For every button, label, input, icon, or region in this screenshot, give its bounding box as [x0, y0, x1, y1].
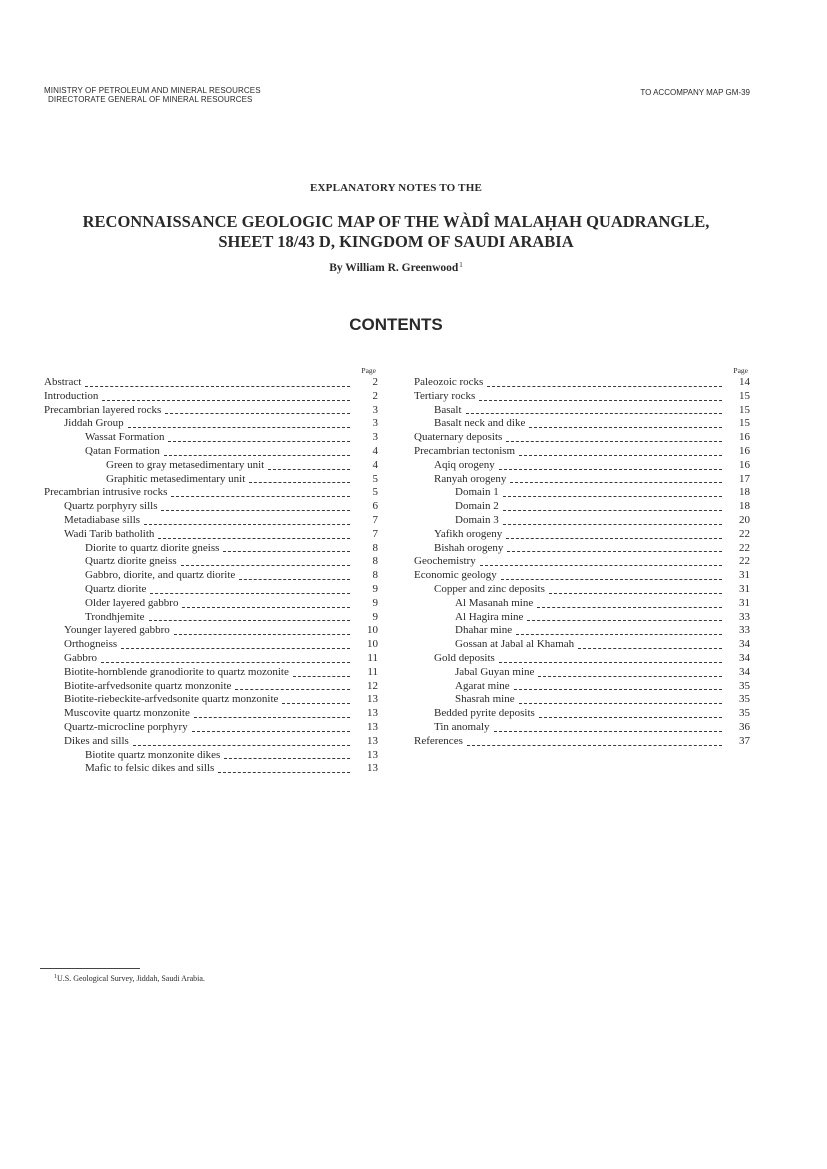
toc-leader-dashes — [249, 482, 350, 483]
toc-entry-page: 31 — [739, 596, 750, 609]
toc-entry — [44, 542, 378, 556]
byline-footnote-marker: 1 — [459, 261, 463, 269]
toc-entry-page: 8 — [372, 541, 378, 554]
toc-entry-page: 15 — [739, 417, 750, 430]
toc-entry-label: Domain 1 — [455, 486, 499, 499]
toc-entry — [414, 735, 750, 749]
toc-entry — [44, 597, 378, 611]
toc-entry-page: 20 — [739, 513, 750, 526]
toc-entry-page: 6 — [372, 500, 378, 513]
toc-leader-dashes — [503, 524, 722, 525]
toc-leader-dashes — [466, 413, 723, 414]
toc-leader-dashes — [235, 689, 350, 690]
toc-entry-page: 37 — [739, 734, 750, 747]
toc-entry-page: 2 — [372, 389, 378, 402]
toc-entry-page: 5 — [372, 472, 378, 485]
toc-entry-page: 14 — [739, 376, 750, 388]
toc-entry-page: 13 — [367, 762, 378, 775]
toc-entry-label: Quaternary deposits — [414, 431, 503, 444]
toc-entry-page: 7 — [372, 527, 378, 540]
explanatory-heading: EXPLANATORY NOTES TO THE — [309, 182, 482, 194]
toc-leader-dashes — [480, 565, 722, 566]
toc-entry — [414, 528, 750, 542]
toc-entry-label: Wadi Tarib batholith — [64, 527, 155, 540]
toc-entry-label: Mafic to felsic dikes and sills — [85, 762, 215, 775]
toc-entry — [414, 638, 750, 652]
toc-entry-label: Basalt neck and dike — [434, 417, 526, 430]
toc-entry — [44, 390, 378, 404]
toc-leader-dashes — [494, 731, 722, 732]
toc-entry-label: Quartz diorite gneiss — [85, 555, 177, 568]
toc-entry — [44, 652, 378, 666]
toc-leader-dashes — [165, 413, 350, 414]
toc-entry — [414, 721, 750, 735]
toc-leader-dashes — [164, 455, 350, 456]
toc-entry-label: Yafikh orogeny — [434, 527, 503, 540]
toc-entry-label: Shasrah mine — [455, 693, 515, 706]
toc-entry-label: Tertiary rocks — [414, 389, 476, 402]
toc-leader-dashes — [168, 441, 350, 442]
footnote-marker: 1 — [54, 974, 57, 980]
toc-leader-dashes — [510, 482, 722, 483]
toc-leader-dashes — [121, 648, 350, 649]
toc-leader-dashes — [516, 634, 722, 635]
title-line-2: SHEET 18/43 D, KINGDOM OF SAUDI ARABIA — [218, 232, 574, 251]
toc-leader-dashes — [85, 386, 350, 387]
toc-entry-page: 10 — [367, 638, 378, 651]
toc-leader-dashes — [487, 386, 722, 387]
toc-entry-label: Al Hagira mine — [455, 610, 524, 623]
toc-entry-page: 13 — [367, 707, 378, 720]
toc-entry-page: 5 — [372, 486, 378, 499]
toc-leader-dashes — [224, 758, 350, 759]
toc-leader-dashes — [506, 441, 722, 442]
toc-entry — [414, 514, 750, 528]
author-name: By William R. Greenwood — [329, 262, 459, 274]
toc-entry-page: 18 — [739, 486, 750, 499]
toc-column-left — [44, 366, 378, 776]
toc-entry — [414, 624, 750, 638]
toc-entry — [44, 569, 378, 583]
toc-entry-label: Muscovite quartz monzonite — [64, 707, 190, 720]
toc-entry-page: 31 — [739, 582, 750, 595]
toc-entry-label: Diorite to quartz diorite gneiss — [85, 541, 220, 554]
toc-entry-page: 3 — [372, 403, 378, 416]
toc-entry — [414, 680, 750, 694]
toc-entry-label: Abstract — [44, 376, 82, 388]
toc-entry-page: 31 — [739, 569, 750, 582]
toc-entry-label: Trondhjemite — [85, 610, 145, 623]
toc-leader-dashes — [150, 593, 350, 594]
toc-entry-page: 15 — [739, 403, 750, 416]
toc-entry — [414, 431, 750, 445]
toc-leader-dashes — [128, 427, 350, 428]
toc-entry — [414, 597, 750, 611]
toc-entry-page: 11 — [367, 651, 378, 664]
toc-entry-label: Geochemistry — [414, 555, 476, 568]
toc-entry — [44, 486, 378, 500]
toc-entry-page: 18 — [739, 500, 750, 513]
toc-entry-page: 13 — [367, 720, 378, 733]
toc-entry — [414, 459, 750, 473]
toc-entry-label: Tin anomaly — [434, 720, 490, 733]
toc-list-left — [44, 376, 378, 776]
toc-leader-dashes — [506, 538, 722, 539]
toc-entry-page: 33 — [739, 624, 750, 637]
footnote-text: U.S. Geological Survey, Jiddah, Saudi Arabia. — [57, 974, 205, 983]
toc-leader-dashes — [499, 469, 722, 470]
toc-leader-dashes — [537, 607, 722, 608]
toc-entry — [414, 666, 750, 680]
toc-leader-dashes — [174, 634, 350, 635]
toc-entry — [44, 445, 378, 459]
toc-entry-page: 35 — [739, 707, 750, 720]
toc-leader-dashes — [192, 731, 350, 732]
toc-entry — [414, 473, 750, 487]
toc-entry-page: 3 — [372, 431, 378, 444]
toc-entry-label: Quartz porphyry sills — [64, 500, 158, 513]
toc-entry-label: Biotite quartz monzonite dikes — [85, 748, 221, 761]
toc-entry-page: 17 — [739, 472, 750, 485]
toc-leader-dashes — [514, 689, 722, 690]
toc-entry — [44, 721, 378, 735]
ministry-line: MINISTRY OF PETROLEUM AND MINERAL RESOURCES — [44, 86, 261, 95]
toc-leader-dashes — [507, 551, 722, 552]
toc-entry — [414, 693, 750, 707]
toc-leader-dashes — [549, 593, 722, 594]
toc-entry — [44, 749, 378, 763]
toc-entry-label: Bishah orogeny — [434, 541, 504, 554]
title-line-1: RECONNAISSANCE GEOLOGIC MAP OF THE WÀDÎ MALAḤAH QUADRANGLE, — [82, 212, 710, 231]
toc-entry — [44, 514, 378, 528]
report-title — [0, 212, 792, 252]
toc-entry-page: 4 — [372, 458, 378, 471]
toc-entry-page: 34 — [739, 651, 750, 664]
toc-leader-dashes — [578, 648, 722, 649]
toc-entry-label: Green to gray metasedimentary unit — [106, 458, 265, 471]
toc-entry-page: 11 — [367, 665, 378, 678]
contents-heading: CONTENTS — [349, 315, 443, 334]
toc-entry-label: Dikes and sills — [64, 734, 129, 747]
toc-entry-page: 35 — [739, 679, 750, 692]
toc-entry — [44, 528, 378, 542]
toc-entry — [44, 638, 378, 652]
toc-leader-dashes — [539, 717, 722, 718]
toc-entry-label: Introduction — [44, 389, 99, 402]
toc-leader-dashes — [102, 400, 350, 401]
toc-entry — [44, 459, 378, 473]
toc-entry-label: Gold deposits — [434, 651, 495, 664]
toc-entry-page: 4 — [372, 444, 378, 457]
toc-leader-dashes — [479, 400, 722, 401]
toc-leader-dashes — [503, 496, 722, 497]
toc-entry-page: 3 — [372, 417, 378, 430]
toc-entry-label: Dhahar mine — [455, 624, 513, 637]
toc-entry-label: Basalt — [434, 403, 462, 416]
toc-entry-page: 35 — [739, 693, 750, 706]
toc-entry-page: 13 — [367, 734, 378, 747]
toc-entry — [414, 376, 750, 390]
toc-leader-dashes — [181, 565, 350, 566]
toc-entry — [414, 445, 750, 459]
toc-leader-dashes — [171, 496, 350, 497]
toc-entry-label: Quartz-microcline porphyry — [64, 720, 188, 733]
toc-entry — [414, 611, 750, 625]
toc-leader-dashes — [133, 745, 350, 746]
toc-entry — [44, 693, 378, 707]
toc-entry — [44, 666, 378, 680]
toc-leader-dashes — [158, 538, 350, 539]
toc-leader-dashes — [144, 524, 350, 525]
toc-column-right — [414, 366, 750, 749]
toc-entry — [44, 735, 378, 749]
directorate-line: DIRECTORATE GENERAL OF MINERAL RESOURCES — [48, 95, 253, 104]
toc-entry — [44, 417, 378, 431]
toc-entry-label: Jabal Guyan mine — [455, 665, 535, 678]
toc-entry-label: Gossan at Jabal al Khamah — [455, 638, 575, 651]
toc-list-right — [414, 376, 750, 749]
toc-leader-dashes — [194, 717, 350, 718]
toc-entry-page: 33 — [739, 610, 750, 623]
toc-entry-label: Economic geology — [414, 569, 497, 582]
toc-entry — [414, 555, 750, 569]
toc-leader-dashes — [182, 607, 350, 608]
toc-entry-label: References — [414, 734, 463, 747]
toc-entry-label: Younger layered gabbro — [64, 624, 170, 637]
toc-entry-label: Paleozoic rocks — [414, 376, 484, 388]
footnote-rule — [40, 968, 140, 969]
toc-entry-page: 34 — [739, 665, 750, 678]
toc-entry-label: Domain 2 — [455, 500, 499, 513]
toc-entry-label: Agarat mine — [455, 679, 510, 692]
toc-entry-label: Bedded pyrite deposits — [434, 707, 535, 720]
toc-entry-label: Precambrian tectonism — [414, 444, 516, 457]
toc-entry-label: Orthogneiss — [64, 638, 118, 651]
toc-entry-page: 13 — [367, 748, 378, 761]
toc-leader-dashes — [519, 703, 722, 704]
header-agency — [44, 86, 261, 104]
toc-leader-dashes — [101, 662, 350, 663]
page-column-label: Page — [733, 366, 748, 375]
toc-leader-dashes — [527, 620, 722, 621]
toc-leader-dashes — [282, 703, 350, 704]
toc-entry — [44, 611, 378, 625]
toc-entry-page: 16 — [739, 431, 750, 444]
toc-entry — [44, 431, 378, 445]
toc-leader-dashes — [149, 620, 351, 621]
toc-entry-page: 16 — [739, 444, 750, 457]
toc-entry-label: Metadiabase sills — [64, 513, 141, 526]
toc-entry — [44, 500, 378, 514]
toc-entry-page: 7 — [372, 513, 378, 526]
toc-entry-label: Ranyah orogeny — [434, 472, 507, 485]
toc-entry-page: 2 — [372, 376, 378, 388]
toc-entry — [414, 500, 750, 514]
toc-leader-dashes — [161, 510, 350, 511]
toc-entry-label: Graphitic metasedimentary unit — [106, 472, 246, 485]
toc-entry-label: Biotite-arfvedsonite quartz monzonite — [64, 679, 232, 692]
toc-leader-dashes — [499, 662, 722, 663]
toc-entry — [44, 707, 378, 721]
toc-entry — [44, 762, 378, 776]
toc-entry-page: 13 — [367, 693, 378, 706]
toc-leader-dashes — [239, 579, 350, 580]
toc-entry — [414, 542, 750, 556]
toc-entry-page: 9 — [372, 582, 378, 595]
toc-entry-label: Precambrian layered rocks — [44, 403, 162, 416]
toc-entry-label: Gabbro, diorite, and quartz diorite — [85, 569, 236, 582]
toc-entry — [44, 473, 378, 487]
author-byline — [0, 262, 792, 274]
toc-entry-page: 16 — [739, 458, 750, 471]
toc-leader-dashes — [218, 772, 350, 773]
toc-entry-label: Biotite-riebeckite-arfvedsonite quartz monzonite — [64, 693, 279, 706]
toc-entry-page: 22 — [739, 541, 750, 554]
toc-entry — [414, 652, 750, 666]
toc-entry-page: 10 — [367, 624, 378, 637]
toc-entry — [414, 707, 750, 721]
toc-entry-label: Biotite-hornblende granodiorite to quartz mozonite — [64, 665, 289, 678]
toc-entry-label: Al Masanah mine — [455, 596, 534, 609]
page-column-label: Page — [361, 366, 376, 375]
toc-leader-dashes — [223, 551, 350, 552]
toc-entry-page: 8 — [372, 569, 378, 582]
map-reference: TO ACCOMPANY MAP GM-39 — [640, 88, 750, 97]
toc-entry-label: Copper and zinc deposits — [434, 582, 545, 595]
toc-entry-page: 36 — [739, 720, 750, 733]
toc-entry — [414, 486, 750, 500]
toc-entry-page: 9 — [372, 610, 378, 623]
toc-entry-label: Quartz diorite — [85, 582, 147, 595]
toc-entry — [44, 583, 378, 597]
toc-leader-dashes — [538, 676, 722, 677]
toc-entry-page: 9 — [372, 596, 378, 609]
toc-entry-page: 15 — [739, 389, 750, 402]
toc-entry-label: Qatan Formation — [85, 444, 160, 457]
toc-entry — [44, 680, 378, 694]
toc-entry — [44, 555, 378, 569]
toc-entry — [414, 417, 750, 431]
toc-leader-dashes — [519, 455, 722, 456]
toc-leader-dashes — [501, 579, 722, 580]
toc-entry-label: Gabbro — [64, 651, 97, 664]
toc-entry-page: 22 — [739, 555, 750, 568]
toc-entry-label: Wassat Formation — [85, 431, 165, 444]
toc-entry-page: 22 — [739, 527, 750, 540]
toc-entry — [414, 583, 750, 597]
toc-entry-page: 12 — [367, 679, 378, 692]
toc-entry-label: Older layered gabbro — [85, 596, 179, 609]
toc-entry-label: Jiddah Group — [64, 417, 124, 430]
toc-entry — [414, 404, 750, 418]
toc-entry — [414, 569, 750, 583]
toc-leader-dashes — [529, 427, 722, 428]
toc-entry-label: Domain 3 — [455, 513, 499, 526]
toc-entry-label: Precambrian intrusive rocks — [44, 486, 168, 499]
toc-entry — [44, 376, 378, 390]
toc-leader-dashes — [503, 510, 722, 511]
toc-leader-dashes — [467, 745, 722, 746]
footnote — [54, 974, 205, 983]
toc-entry-page: 8 — [372, 555, 378, 568]
toc-entry-page: 34 — [739, 638, 750, 651]
toc-entry — [44, 404, 378, 418]
toc-entry — [44, 624, 378, 638]
toc-leader-dashes — [268, 469, 350, 470]
toc-leader-dashes — [293, 676, 350, 677]
toc-entry — [414, 390, 750, 404]
toc-entry-label: Aqiq orogeny — [434, 458, 495, 471]
